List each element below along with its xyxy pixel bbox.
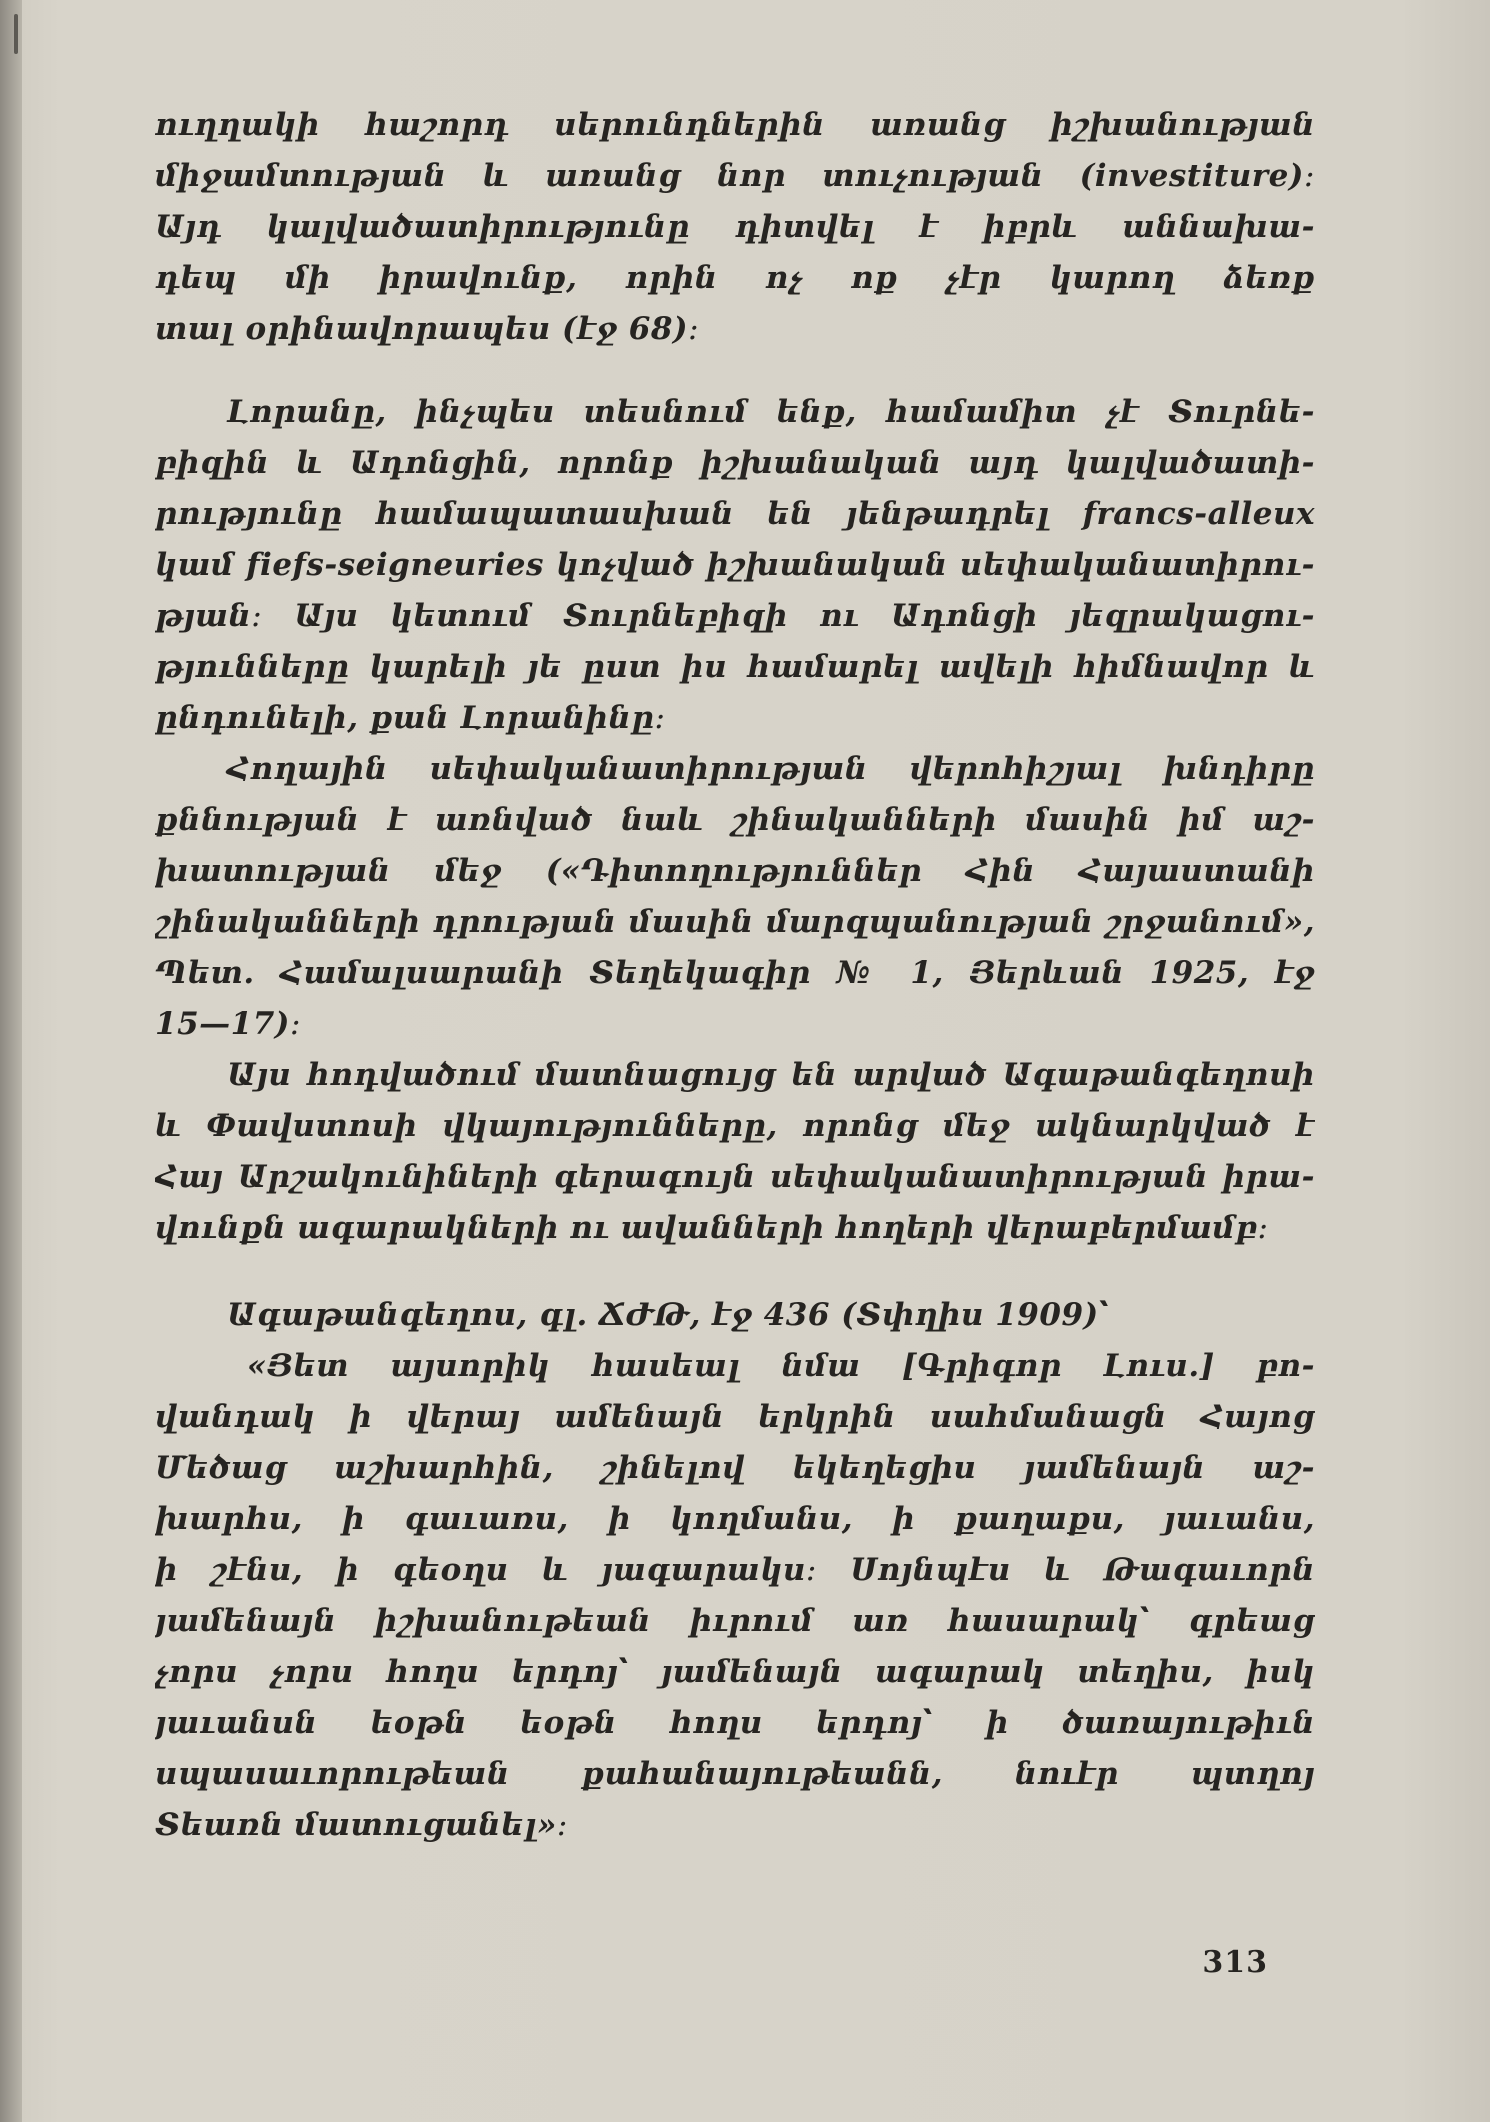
text-line: Հայ Արշակունիների գերագույն սեփականատիրության իրա- xyxy=(155,1159,1315,1195)
quote-line: խարհս, ի գաւառս, ի կողմանս, ի քաղաքս, յաւանս, xyxy=(155,1501,1315,1537)
quote-line: սպասաւորութեան քահանայութեանն, նուէր պտղոյ xyxy=(155,1756,1315,1792)
citation-heading: Ագաթանգեղոս, գլ. ՃԺԹ, էջ 436 (Տփղիս 1909)՝ xyxy=(227,1297,1110,1333)
text-line: շինականների դրության մասին մարզպանության շրջանում», xyxy=(155,904,1315,940)
text-line: Պետ. Համալսարանի Տեղեկագիր № 1, Յերևան 1925, էջ xyxy=(155,955,1315,991)
text-line: և Փավստոսի վկայությունները, որոնց մեջ ակնարկված է xyxy=(155,1108,1315,1144)
text-line: քննության է առնված նաև շինականների մասին իմ աշ- xyxy=(155,802,1315,838)
text-line: բիզին և Ադոնցին, որոնք իշխանական այդ կալվածատի- xyxy=(155,445,1315,481)
text-line: Լորանը, ինչպես տեսնում ենք, համամիտ չէ Տուրնե- xyxy=(227,394,1315,430)
quote-line: ի շէնս, ի գեօղս և յագարակս։ Սոյնպէս և Թագաւորն xyxy=(155,1552,1315,1588)
quote-line: չորս չորս հողս երդոյ՝ յամենայն ագարակ տեղիս, իսկ xyxy=(155,1654,1315,1690)
text-line: Այդ կալվածատիրությունը դիտվել է իբրև աննախա- xyxy=(155,209,1315,245)
paragraph-3 xyxy=(155,744,1315,1050)
text-line: թյունները կարելի յե ըստ իս համարել ավելի հիմնավոր և xyxy=(155,649,1315,685)
margin-ink-mark xyxy=(14,14,18,54)
quote-line: յամենայն իշխանութեան իւրում առ հասարակ՝ գրեաց xyxy=(155,1603,1315,1639)
paragraph-1 xyxy=(155,100,1315,355)
text-line: միջամտության և առանց նոր տուչության (investiture)։ xyxy=(155,158,1315,194)
page-spine-shadow xyxy=(0,0,22,2122)
text-line: թյան։ Այս կետում Տուրնեբիզի ու Ադոնցի յեզրակացու- xyxy=(155,598,1315,634)
text-line: խատության մեջ («Դիտողություններ Հին Հայաստանի xyxy=(155,853,1315,889)
text-line: րությունը համապատասխան են յենթադրել francs-alleux xyxy=(155,496,1315,532)
text-line: 15—17)։ xyxy=(155,1006,301,1042)
quote-line: «Յետ այսորիկ հասեալ նմա [Գրիգոր Լուս.] բո- xyxy=(247,1348,1315,1384)
text-line: ընդունելի, քան Լորանինը։ xyxy=(155,700,666,736)
quote-line: վանդակ ի վերայ ամենայն երկրին սահմանացն Հայոց xyxy=(155,1399,1315,1435)
text-line: ուղղակի հաշորդ սերունդներին առանց իշխանության xyxy=(155,107,1315,143)
paragraph-4 xyxy=(155,1050,1315,1254)
page-body-text xyxy=(155,100,1315,1851)
text-line: Այս հոդվածում մատնացույց են արված Ագաթանգեղոսի xyxy=(227,1057,1315,1093)
text-line: վունքն ագարակների ու ավանների հողերի վերաբերմամբ։ xyxy=(155,1210,1269,1246)
page-number: 313 xyxy=(1202,1945,1268,1980)
quote-line: Տեառն մատուցանել»։ xyxy=(155,1807,568,1843)
text-line: կամ fiefs-seigneuries կոչված իշխանական սեփականատիրու- xyxy=(155,547,1315,583)
quote-line: Մեծաց աշխարհին, շինելով եկեղեցիս յամենայն աշ- xyxy=(155,1450,1315,1486)
text-line: Հողային սեփականատիրության վերոհիշյալ խնդիրը xyxy=(227,751,1315,787)
quotation-block xyxy=(155,1341,1315,1851)
quote-line: յաւանսն եօթն եօթն հողս երդոյ՝ ի ծառայութիւն xyxy=(155,1705,1315,1741)
text-line: տալ օրինավորապես (էջ 68)։ xyxy=(155,311,700,347)
paragraph-2 xyxy=(155,387,1315,744)
text-line: դեպ մի իրավունք, որին ոչ ոք չէր կարող ձեռք xyxy=(155,260,1315,296)
